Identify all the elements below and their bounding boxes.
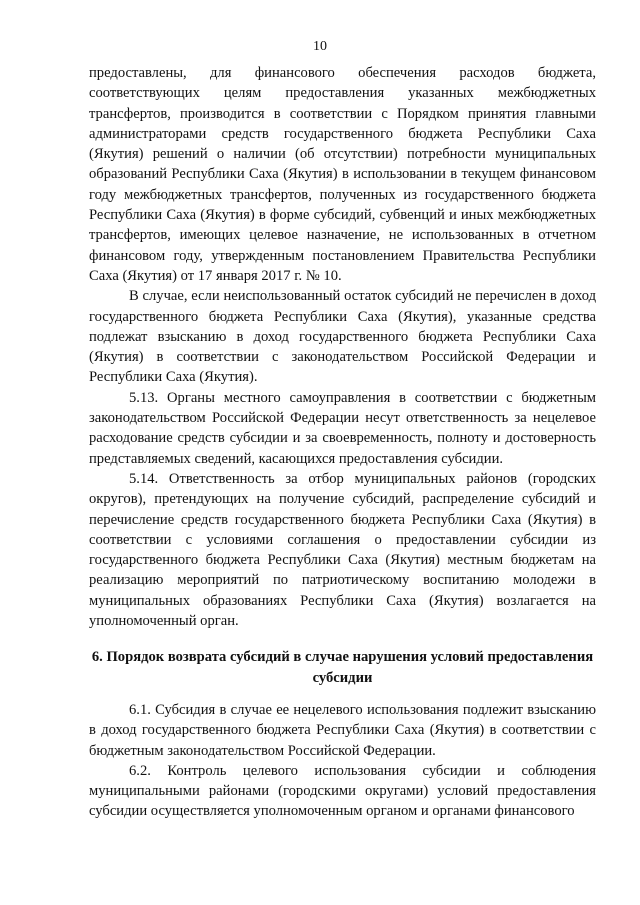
section-heading: 6. Порядок возврата субсидий в случае нарушения условий предоставления субсидии xyxy=(91,649,594,686)
paragraph-6-1: 6.1. Субсидия в случае ее нецелевого использования подлежит взысканию в доход государственного бюджета Республики Саха (Якутия) в соответствии с бюджетным законодательством Российской Федерации. xyxy=(89,701,596,759)
paragraph-continuation: предоставлены, для финансового обеспечения расходов бюджета, соответствующих целям предоставления указанных межбюджетных трансфертов, производится в соответствии с Порядком принятия главными администраторами средств государственного бюджета Республики Саха (Якутия) решений о наличии (об отсутствии) потребности муниципальных образований Республики Саха (Якутия) в использовании в текущем финансовом году межбюджетных трансфертов, полученных из государственного бюджета Республики Саха (Якутия) в форме субсидий, субвенций и иных межбюджетных трансфертов, имеющих целевое назначение, не использованных в отчетном финансовом году, утвержденным постановлением Правительства Республики Саха (Якутия) от 17 января 2017 г. № 10. xyxy=(89,65,596,284)
paragraph-5-13: 5.13. Органы местного самоуправления в соответствии с бюджетным законодательством Российской Федерации несут ответственность за нецелевое расходование средств субсидии и за своевременность, полноту и достоверность представляемых сведений, касающихся предоставления субсидии. xyxy=(89,389,596,467)
page-number: 10 xyxy=(313,39,327,54)
paragraph-unused-balance: В случае, если неиспользованный остаток субсидий не перечислен в доход государственного бюджета Республики Саха (Якутия), указанные средства подлежат взысканию в доход государственного бюджета Республики Саха (Якутия) в соответствии с законодательством Российской Федерации и Республики Саха (Якутия). xyxy=(89,288,596,386)
document-body xyxy=(89,63,596,822)
paragraph-5-14: 5.14. Ответственность за отбор муниципальных районов (городских округов), претендующих на получение субсидий, распределение субсидий и перечисление средств государственного бюджета Республики Саха (Якутия) в соответствии с условиями соглашения о предоставлении субсидии из государственного бюджета Республики Саха (Якутия) местным бюджетам на реализацию мероприятий по патриотическому воспитанию молодежи в муниципальных образованиях Республики Саха (Якутия) возлагается на уполномоченный орган. xyxy=(89,470,596,630)
paragraph-6-2: 6.2. Контроль целевого использования субсидии и соблюдения муниципальными районами (городскими округами) условий предоставления субсидии осуществляется уполномоченным органом и органами финансового xyxy=(89,762,596,820)
